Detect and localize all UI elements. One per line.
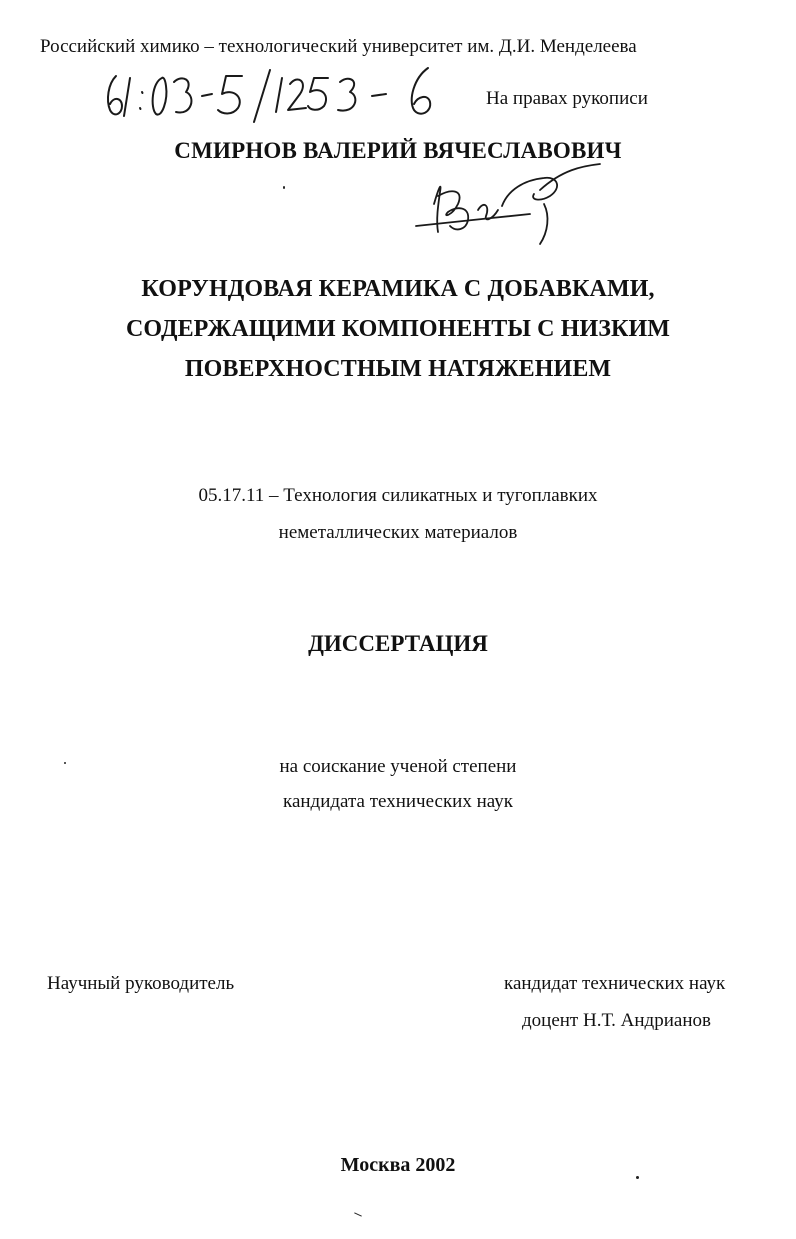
supervisor-label: Научный руководитель: [47, 973, 235, 994]
specialty-code-line-2: неметаллических материалов: [278, 522, 518, 543]
author-signature: [412, 160, 602, 250]
scan-speck: [354, 1212, 362, 1216]
scan-speck: [636, 1176, 639, 1179]
author-name: СМИРНОВ ВАЛЕРИЙ ВЯЧЕСЛАВОВИЧ: [174, 138, 622, 163]
dissertation-title-line-2: СОДЕРЖАЩИМИ КОМПОНЕНТЫ С НИЗКИМ: [125, 316, 671, 342]
scan-speck: [64, 762, 66, 764]
institution-name: Российский химико – технологический университет им. Д.И. Менделеева: [40, 36, 637, 57]
supervisor-name: доцент Н.Т. Андрианов: [522, 1010, 711, 1031]
degree-line-1: на соискание ученой степени: [279, 756, 517, 777]
dissertation-title-line-1: КОРУНДОВАЯ КЕРАМИКА С ДОБАВКАМИ,: [141, 276, 655, 302]
handwritten-archive-number: [102, 64, 452, 124]
supervisor-degree: кандидат технических наук: [504, 973, 726, 994]
place-and-year: Москва 2002: [340, 1154, 456, 1176]
degree-line-2: кандидата технических наук: [283, 791, 513, 812]
manuscript-rights-note: На правах рукописи: [486, 88, 648, 109]
scan-speck: [283, 186, 285, 189]
specialty-code-line-1: 05.17.11 – Технология силикатных и тугоплавких: [198, 485, 598, 506]
document-type: ДИССЕРТАЦИЯ: [308, 631, 488, 656]
dissertation-title-line-3: ПОВЕРХНОСТНЫМ НАТЯЖЕНИЕМ: [184, 356, 612, 382]
